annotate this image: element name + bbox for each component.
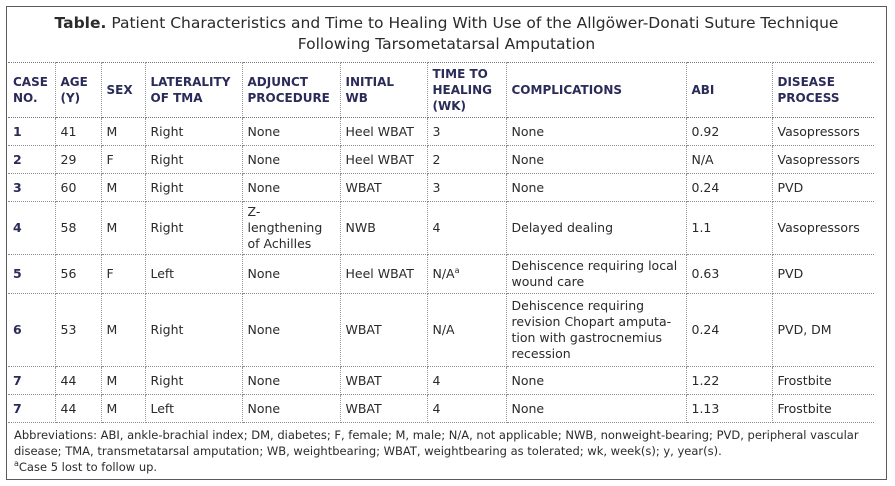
adjunct-procedure-cell [242, 174, 340, 202]
abi-value: 1.13 [691, 400, 720, 416]
disease-process-cell [772, 367, 874, 395]
case-no-value: 1 [13, 123, 22, 139]
initial-wb-cell [340, 367, 427, 395]
case-no-value: 6 [13, 322, 22, 337]
column-header-line: SEX [106, 83, 133, 97]
initial-wb-value: WBAT [345, 372, 382, 388]
column-header [8, 63, 55, 118]
time-to-healing-cell [427, 118, 506, 146]
complications-value: Dehiscence requiring local wound care [511, 258, 678, 289]
laterality-cell [145, 255, 242, 294]
column-header-line: NO. [13, 91, 38, 105]
laterality-value: Right [150, 372, 184, 388]
case-no-cell [8, 294, 55, 367]
sex-value: M [106, 322, 118, 337]
time-to-healing-value: 3 [432, 179, 441, 195]
table-title [7, 13, 886, 55]
disease-process-cell [772, 202, 874, 255]
case-no-cell [8, 395, 55, 423]
initial-wb-value: WBAT [345, 400, 382, 416]
complications-cell [506, 294, 686, 367]
disease-process-cell [772, 294, 874, 367]
laterality-cell [145, 395, 242, 423]
initial-wb-cell [340, 146, 427, 174]
abi-cell [686, 395, 772, 423]
disease-process-value: Frostbite [777, 400, 832, 416]
column-header-line: OF TMA [150, 91, 203, 105]
column-header-line: (Y) [60, 91, 81, 105]
abbreviations-note: Abbreviations: ABI, ankle-brachial index; DM, diabetes; F, female; M, male; N/A, not applicable; NWB, nonweight-bearing; PVD, peripheral vascular disease; TMA, transmetatarsal amputation; WB, weightbearing; WBAT, weightbearing as tolerated; wk, week(s); y, year(s). [14, 428, 859, 458]
age-value: 44 [60, 372, 77, 388]
column-header-line: HEALING [432, 83, 493, 97]
sex-cell [101, 146, 145, 174]
abi-value: 0.63 [691, 266, 720, 281]
case-no-value: 4 [13, 220, 22, 235]
abi-cell [686, 146, 772, 174]
column-header [242, 63, 340, 118]
age-cell [55, 118, 101, 146]
column-header-line: PROCESS [777, 91, 840, 105]
laterality-value: Right [150, 123, 184, 139]
column-header-line: INITIAL [345, 75, 395, 89]
laterality-cell [145, 294, 242, 367]
age-value: 53 [60, 322, 77, 337]
table-row [8, 146, 874, 174]
complications-cell [506, 174, 686, 202]
complications-cell [506, 202, 686, 255]
complications-cell [506, 146, 686, 174]
initial-wb-cell [340, 118, 427, 146]
title-line-2: Following Tarsometatarsal Amputation [297, 35, 596, 53]
case-no-cell [8, 174, 55, 202]
title-line-1: Patient Characteristics and Time to Healing With Use of the Allgöwer-Donati Suture Technique [111, 14, 839, 32]
laterality-cell [145, 174, 242, 202]
complications-cell [506, 118, 686, 146]
column-header-line: CASE [13, 75, 48, 89]
complications-value: None [511, 151, 545, 167]
column-header-line: DISEASE [777, 75, 835, 89]
abi-cell [686, 255, 772, 294]
time-to-healing-value: 2 [432, 151, 441, 167]
table-row [8, 174, 874, 202]
column-header-line: ABI [691, 83, 715, 97]
age-value: 60 [60, 179, 77, 195]
table-row [8, 118, 874, 146]
column-header [101, 63, 145, 118]
column-header-line: ADJUNCT [247, 75, 308, 89]
adjunct-procedure-cell [242, 255, 340, 294]
table-row [8, 294, 874, 367]
initial-wb-value: Heel WBAT [345, 266, 414, 281]
table-row [8, 367, 874, 395]
age-cell [55, 395, 101, 423]
case-no-value: 5 [13, 266, 22, 281]
initial-wb-cell [340, 395, 427, 423]
complications-value: None [511, 179, 545, 195]
adjunct-procedure-value: Z-lengthening of Achilles [247, 204, 323, 251]
time-to-healing-cell [427, 146, 506, 174]
abi-cell [686, 367, 772, 395]
sex-value: M [106, 220, 118, 235]
abi-value: 0.24 [691, 179, 720, 195]
initial-wb-value: Heel WBAT [345, 151, 414, 167]
abi-value: 0.92 [691, 123, 720, 139]
age-cell [55, 367, 101, 395]
disease-process-cell [772, 146, 874, 174]
sex-cell [101, 174, 145, 202]
laterality-cell [145, 202, 242, 255]
case-no-value: 3 [13, 179, 22, 195]
initial-wb-value: NWB [345, 220, 376, 235]
adjunct-procedure-value: None [247, 372, 281, 388]
adjunct-procedure-value: None [247, 322, 281, 337]
complications-value: Delayed dealing [511, 220, 614, 235]
abi-value: 0.24 [691, 322, 720, 337]
age-cell [55, 255, 101, 294]
adjunct-procedure-value: None [247, 179, 281, 195]
sex-value: M [106, 372, 118, 388]
title-label: Table. [54, 14, 107, 32]
initial-wb-cell [340, 294, 427, 367]
case-no-cell [8, 202, 55, 255]
initial-wb-cell [340, 255, 427, 294]
time-to-healing-cell [427, 174, 506, 202]
abi-value: 1.22 [691, 372, 720, 388]
adjunct-procedure-value: None [247, 123, 281, 139]
complications-cell [506, 367, 686, 395]
adjunct-procedure-value: None [247, 151, 281, 167]
complications-value: None [511, 372, 545, 388]
case-no-value: 7 [13, 372, 22, 388]
initial-wb-value: Heel WBAT [345, 123, 414, 139]
column-header [427, 63, 506, 118]
case-note [14, 459, 874, 475]
time-to-healing-cell [427, 367, 506, 395]
initial-wb-cell [340, 202, 427, 255]
laterality-cell [145, 146, 242, 174]
laterality-value: Right [150, 151, 184, 167]
laterality-cell [145, 367, 242, 395]
abi-cell [686, 202, 772, 255]
disease-process-value: Vasopressors [777, 220, 860, 235]
age-cell [55, 202, 101, 255]
sex-cell [101, 118, 145, 146]
sex-cell [101, 395, 145, 423]
case-no-cell [8, 146, 55, 174]
column-header-line: WB [345, 91, 368, 105]
age-value: 56 [60, 266, 77, 281]
age-value: 41 [60, 123, 77, 139]
time-to-healing-cell [427, 395, 506, 423]
column-header-line: AGE [60, 75, 88, 89]
sex-value: M [106, 123, 118, 139]
time-to-healing-value: 4 [432, 372, 441, 388]
disease-process-value: Vasopressors [777, 151, 860, 167]
disease-process-cell [772, 255, 874, 294]
sex-value: M [106, 179, 118, 195]
column-header [506, 63, 686, 118]
case-no-value: 2 [13, 151, 22, 167]
complications-cell [506, 395, 686, 423]
column-header [772, 63, 874, 118]
age-value: 44 [60, 400, 77, 416]
initial-wb-value: WBAT [345, 179, 382, 195]
column-header-line: PROCEDURE [247, 91, 330, 105]
complications-value: None [511, 400, 545, 416]
patient-table [8, 62, 874, 423]
column-header [55, 63, 101, 118]
sex-cell [101, 255, 145, 294]
table-row [8, 255, 874, 294]
column-header [145, 63, 242, 118]
time-to-healing-value: N/A [432, 266, 455, 281]
age-cell [55, 174, 101, 202]
age-value: 58 [60, 220, 77, 235]
time-to-healing-value: 4 [432, 400, 441, 416]
sex-value: F [106, 266, 114, 281]
column-header [686, 63, 772, 118]
disease-process-cell [772, 395, 874, 423]
age-cell [55, 146, 101, 174]
laterality-cell [145, 118, 242, 146]
laterality-value: Right [150, 220, 184, 235]
adjunct-procedure-cell [242, 294, 340, 367]
disease-process-value: PVD [777, 266, 804, 281]
column-header-line: (WK) [432, 99, 467, 113]
footnote-marker: a [454, 265, 460, 275]
abi-cell [686, 174, 772, 202]
column-header [340, 63, 427, 118]
disease-process-value: Vasopressors [777, 123, 860, 139]
adjunct-procedure-cell [242, 202, 340, 255]
table-body [8, 118, 874, 423]
adjunct-procedure-value: None [247, 266, 281, 281]
sex-cell [101, 202, 145, 255]
adjunct-procedure-cell [242, 367, 340, 395]
column-header-line: TIME TO [432, 67, 488, 81]
case-no-cell [8, 367, 55, 395]
adjunct-procedure-cell [242, 395, 340, 423]
footnotes [14, 427, 874, 475]
abi-cell [686, 294, 772, 367]
disease-process-value: PVD, DM [777, 322, 832, 337]
age-value: 29 [60, 151, 77, 167]
adjunct-procedure-cell [242, 118, 340, 146]
disease-process-value: Frostbite [777, 372, 832, 388]
table-row [8, 395, 874, 423]
initial-wb-cell [340, 174, 427, 202]
time-to-healing-cell [427, 294, 506, 367]
case-no-value: 7 [13, 400, 22, 416]
initial-wb-value: WBAT [345, 322, 382, 337]
adjunct-procedure-cell [242, 146, 340, 174]
disease-process-cell [772, 174, 874, 202]
time-to-healing-cell [427, 255, 506, 294]
age-cell [55, 294, 101, 367]
disease-process-cell [772, 118, 874, 146]
table-row [8, 202, 874, 255]
abi-value: 1.1 [691, 220, 712, 235]
case-no-cell [8, 255, 55, 294]
case-no-cell [8, 118, 55, 146]
sex-value: M [106, 400, 118, 416]
adjunct-procedure-value: None [247, 400, 281, 416]
sex-value: F [106, 151, 114, 167]
abi-cell [686, 118, 772, 146]
sex-cell [101, 294, 145, 367]
sex-cell [101, 367, 145, 395]
laterality-value: Left [150, 400, 175, 416]
note-text: Case 5 lost to follow up. [18, 460, 158, 474]
column-header-line: LATERALITY [150, 75, 231, 89]
complications-value: None [511, 123, 545, 139]
abi-value: N/A [691, 151, 714, 167]
column-header-line: COMPLICATIONS [511, 83, 623, 97]
laterality-value: Left [150, 266, 175, 281]
disease-process-value: PVD [777, 179, 804, 195]
time-to-healing-cell [427, 202, 506, 255]
time-to-healing-value: 4 [432, 220, 441, 235]
laterality-value: Right [150, 179, 184, 195]
time-to-healing-value: N/A [432, 322, 455, 337]
note-marker: a [14, 459, 19, 469]
laterality-value: Right [150, 322, 184, 337]
time-to-healing-value: 3 [432, 123, 441, 139]
complications-value: Dehiscence requiring revision Chopart amputa-tion with gastrocnemius recession [511, 298, 672, 361]
header-row [8, 63, 874, 118]
complications-cell [506, 255, 686, 294]
